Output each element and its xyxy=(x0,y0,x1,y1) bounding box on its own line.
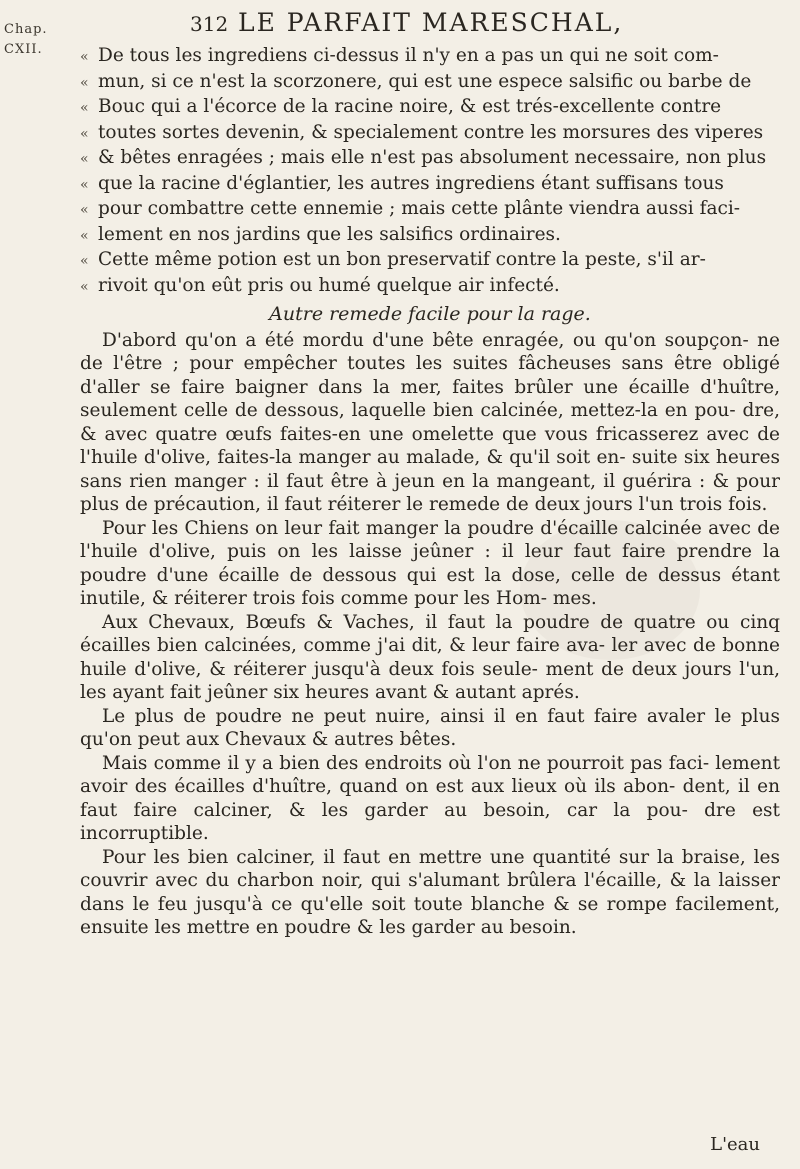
body-paragraph: Mais comme il y a bien des endroits où l'on ne pourroit pas faci- lement avoir des écailles d'huître, quand on est aux lieux où ils abon- dent, il en faut faire calciner, & les garder au besoin, car la pou- dre est incorruptible. xyxy=(80,752,780,844)
body-paragraph: Aux Chevaux, Bœufs & Vaches, il faut la poudre de quatre ou cinq écailles bien calcinées, comme j'ai dit, & leur faire ava- ler avec de bonne huile d'olive, & réiterer jusqu'à deux fois seule- ment de deux jours l'un, les ayant fait jeûner six heures avant & autant aprés. xyxy=(80,611,780,703)
quote-line-text: lement en nos jardins que les salsifics ordinaires. xyxy=(98,223,561,245)
quote-mark: « xyxy=(80,49,89,65)
quote-mark: « xyxy=(80,125,89,142)
quote-line xyxy=(80,248,780,274)
margin-chapter-label: Chap. xyxy=(4,22,48,37)
quote-line-text: rivoit qu'on eût pris ou humé quelque air infecté. xyxy=(98,274,560,296)
quote-mark: « xyxy=(80,74,89,91)
quote-mark: « xyxy=(80,100,89,116)
quote-line-text: toutes sortes devenin, & specialement contre les morsures des viperes xyxy=(98,121,764,143)
quoted-passage xyxy=(80,44,780,299)
quote-mark: « xyxy=(80,202,89,218)
quote-line-text: mun, si ce n'est la scorzonere, qui est une espece salsific ou barbe de xyxy=(98,70,752,92)
body-paragraphs xyxy=(80,329,780,940)
quote-line-text: que la racine d'églantier, les autres ingrediens étant suffisans tous xyxy=(98,172,724,194)
quote-mark: « xyxy=(80,278,89,295)
body-paragraph: Le plus de poudre ne peut nuire, ainsi il en faut faire avaler le plus qu'on peut aux Chevaux & autres bêtes. xyxy=(80,705,780,750)
body-paragraph: Pour les Chiens on leur fait manger la poudre d'écaille calcinée avec de l'huile d'olive, puis on les laisse jeûner : il leur faut faire prendre la poudre d'une écaille de dessous qui est la dose, celle de dessus étant inutile, & réiterer trois fois comme pour les Hom- mes. xyxy=(80,517,780,609)
running-head-title: LE PARFAIT MARESCHAL, xyxy=(238,8,624,37)
quote-line-text: Cette même potion est un bon preservatif contre la peste, s'il ar- xyxy=(98,249,706,270)
quote-line-text: De tous les ingrediens ci-dessus il n'y en a pas un qui ne soit com- xyxy=(98,45,719,66)
quote-line xyxy=(80,197,780,223)
running-head xyxy=(190,8,624,37)
quote-line xyxy=(80,70,780,96)
quote-mark: « xyxy=(80,151,89,167)
quote-line xyxy=(80,121,780,147)
quote-line-text: pour combattre cette ennemie ; mais cette plânte viendra aussi faci- xyxy=(98,198,741,219)
quote-mark: « xyxy=(80,253,89,269)
catchword: L'eau xyxy=(710,1134,760,1155)
page-number: 312 xyxy=(190,12,229,36)
quote-mark: « xyxy=(80,227,89,244)
quote-line xyxy=(80,146,780,172)
quote-line xyxy=(80,223,780,249)
quote-line xyxy=(80,172,780,198)
quote-mark: « xyxy=(80,176,89,193)
margin-chapter-number: CXII. xyxy=(4,42,43,57)
page-body xyxy=(80,44,780,940)
body-paragraph: Pour les bien calciner, il faut en mettre une quantité sur la braise, les couvrir avec du charbon noir, qui s'alumant brûlera l'écaille, & la laisser dans le feu jusqu'à ce qu'elle soit toute blanche & se rompe facilement, ensuite les mettre en poudre & les garder au besoin. xyxy=(80,846,780,938)
section-heading: Autre remede facile pour la rage. xyxy=(269,303,591,325)
quote-line-text: Bouc qui a l'écorce de la racine noire, & est trés-excellente contre xyxy=(98,96,722,117)
quote-line xyxy=(80,274,780,300)
body-paragraph: D'abord qu'on a été mordu d'une bête enragée, ou qu'on soupçon- ne de l'être ; pour empêcher toutes les suites fâcheuses sans être obligé d'aller se faire baigner dans la mer, faites brûler une écaille d'huître, seulement celle de dessous, laquelle bien calcinée, mettez-la en pou- dre, & avec quatre œufs faites-en une omelette que vous fricasserez avec de l'huile d'olive, faites-la manger au malade, & qu'il soit en- suite six heures sans rien manger : il faut être à jeun en la mangeant, il guérira : & pour plus de précaution, il faut réiterer le remede de deux jours l'un trois fois. xyxy=(80,329,780,515)
quote-line xyxy=(80,95,780,121)
quote-line xyxy=(80,44,780,70)
quote-line-text: & bêtes enragées ; mais elle n'est pas absolument necessaire, non plus xyxy=(98,147,767,168)
